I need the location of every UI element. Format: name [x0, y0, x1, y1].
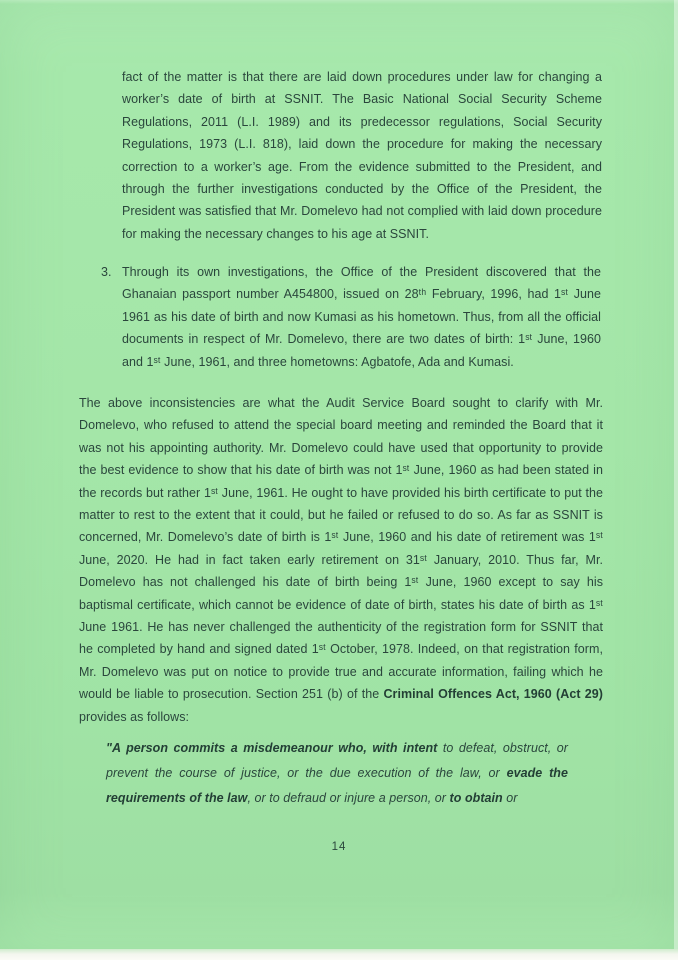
page-bottom-edge [0, 949, 678, 960]
quote-run-2: evade the requirements of the law [106, 766, 568, 805]
quote-run-4: to obtain [449, 791, 503, 805]
quote-run-0: "A person commits a misdemeanour who, with intent [106, 741, 443, 755]
main-paragraph-text: The above inconsistencies are what the Audit Service Board sought to clarify with Mr. Domelevo, who refused to attend the special board meeting and reminded the Board that it was not his appointing authority. Mr. Domelevo could have used that opportunity to provide the best evidence to show that his date of birth was not 1ˢᵗ June, 1960 as had been stated in the records but rather 1ˢᵗ June, 1961. He ought to have provided his birth certificate to put the matter to rest to the extent that it could, but he failed or refused to do so. As far as SSNIT is concerned, Mr. Domelevo’s date of birth is 1ˢᵗ June, 1960 and his date of retirement was 1ˢᵗ June, 2020. He had in fact taken early retirement on 31ˢᵗ January, 2010. Thus far, Mr. Domelevo has not challenged his date of birth being 1ˢᵗ June, 1960 except to say his baptismal certificate, which cannot be evidence of date of birth, states his date of birth as 1ˢᵗ June 1961. He has never challenged the authenticity of the registration form for SSNIT that he completed by hand and signed dated 1ˢᵗ October, 1978. Indeed, on that registration form, Mr. Domelevo was put on notice to provide true and accurate information, failing which he would be liable to prosecution. Section 251 (b) of the [79, 396, 603, 702]
list-item-3-number: 3. [101, 265, 112, 279]
page-right-edge [674, 0, 678, 949]
quote-run-3: , or to defraud or injure a person, or [247, 791, 450, 805]
quote-run-1: to defeat, obstruct, or prevent the course of justice, or the due execution of the law, or [106, 741, 568, 780]
list-item-3-paragraph: Through its own investigations, the Office of the President discovered that the Ghanaian passport number A454800, issued on 28ᵗʰ February, 1996, had 1ˢᵗ June 1961 as his date of birth and now Kumasi as his hometown. Thus, from all the official documents in respect of Mr. Domelevo, there are two dates of birth: 1ˢᵗ June, 1960 and 1ˢᵗ June, 1961, and three hometowns: Agbatofe, Ada and Kumasi. [122, 265, 601, 369]
statute-quote-block [106, 736, 568, 811]
continuation-paragraph: fact of the matter is that there are laid down procedures under law for changing a worker’s date of birth at SSNIT. The Basic National Social Security Scheme Regulations, 2011 (L.I. 1989) and its predecessor regulations, Social Security Regulations, 1973 (L.I. 818), laid down the procedure for making the necessary correction to a worker’s age. From the evidence submitted to the President, and through the further investigations conducted by the Office of the President, the President was satisfied that Mr. Domelevo had not complied with laid down procedure for making the necessary changes to his age at SSNIT. [122, 70, 602, 241]
quote-run-5: or [502, 791, 518, 805]
main-paragraph [79, 392, 603, 728]
statute-reference-bold: Criminal Offences Act, 1960 (Act 29) [383, 687, 603, 702]
main-paragraph-tail: provides as follows: [79, 709, 190, 724]
page-number: 14 [331, 841, 347, 853]
